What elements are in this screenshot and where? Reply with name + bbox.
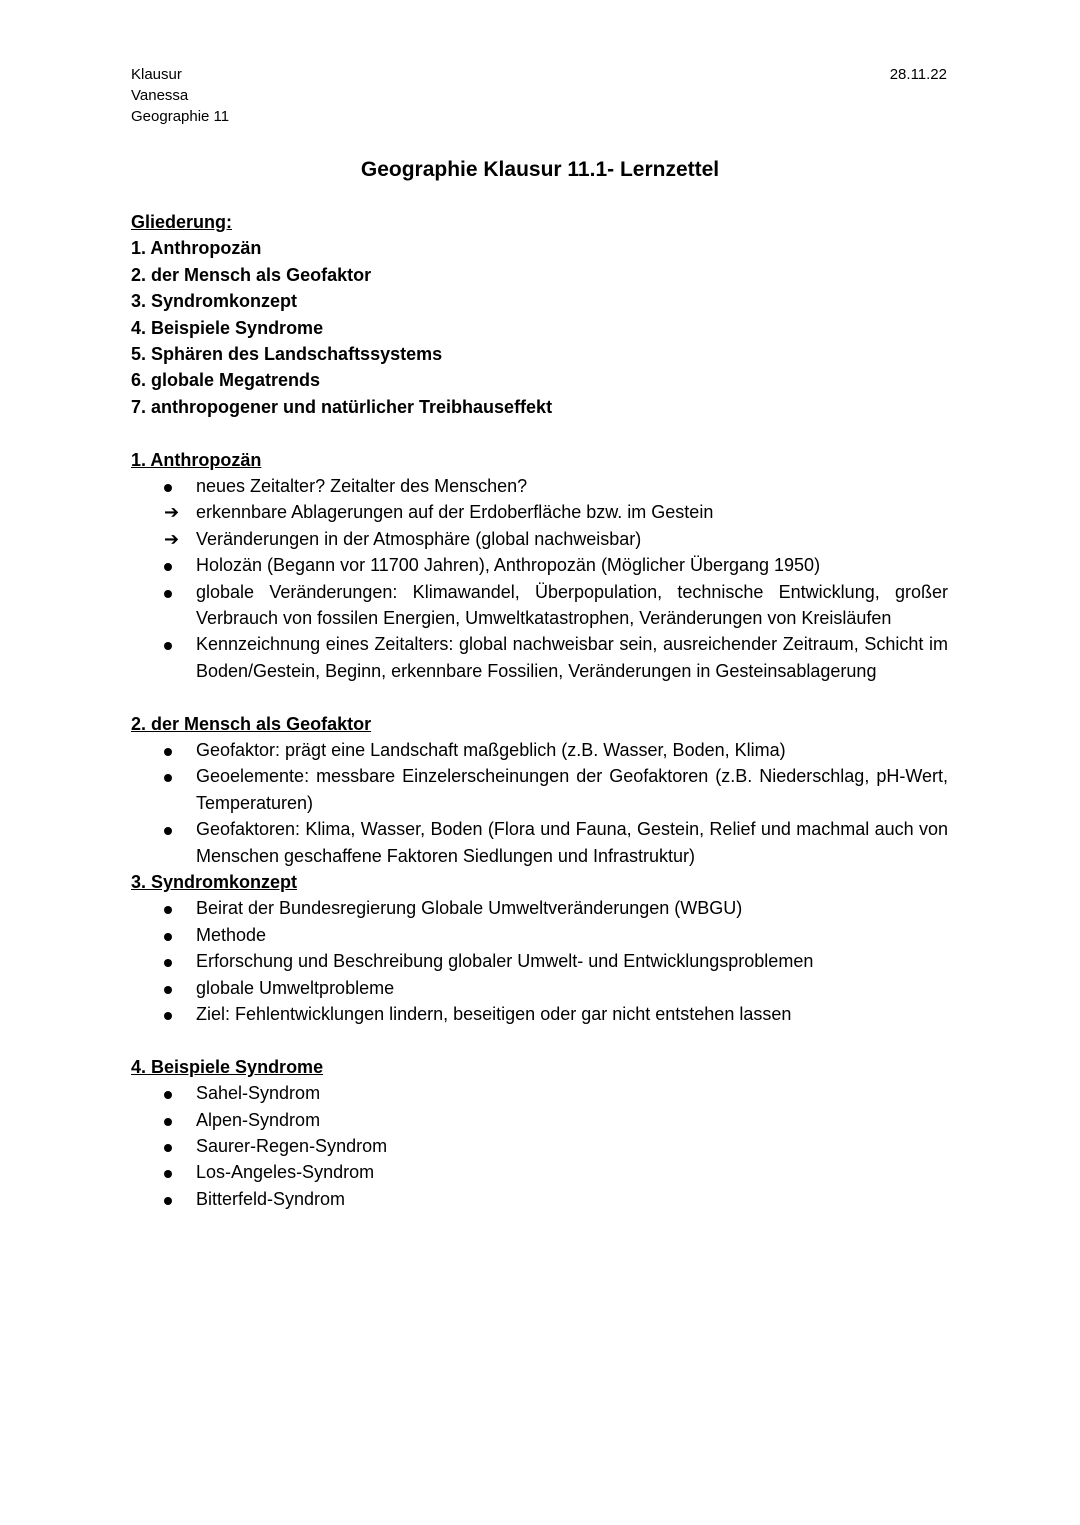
bullet-icon (164, 590, 172, 598)
header-student-name: Vanessa (131, 87, 189, 104)
toc-item: 2. der Mensch als Geofaktor (131, 264, 372, 285)
toc-heading: Gliederung: (131, 212, 233, 232)
section-syndromkonzept (131, 869, 948, 1027)
document-body (131, 209, 948, 1212)
bullet-list (131, 1080, 948, 1212)
toc-item: 3. Syndromkonzept (131, 291, 298, 312)
bullet-icon (164, 748, 172, 756)
bullet-icon (164, 906, 172, 914)
toc-item: 6. globale Megatrends (131, 370, 321, 391)
toc-item: 1. Anthropozän (131, 238, 262, 259)
bullet-list (131, 895, 948, 1027)
section-heading: 2. der Mensch als Geofaktor (131, 713, 372, 734)
bullet-icon (164, 959, 172, 967)
bullet-icon (164, 827, 172, 835)
section-heading: 4. Beispiele Syndrome (131, 1056, 324, 1077)
header-date: 28.11.22 (889, 66, 947, 83)
toc-item: 7. anthropogener und natürlicher Treibhauseffekt (131, 396, 553, 417)
bullet-icon (164, 1118, 172, 1126)
arrow-icon: ➔ (164, 502, 180, 523)
bullet-icon (164, 1170, 172, 1178)
toc-item: 5. Sphären des Landschaftssystems (131, 343, 443, 364)
page-title: Geographie Klausur 11.1- Lernzettel (360, 158, 720, 181)
bullet-icon (164, 1197, 172, 1205)
bullet-icon (164, 1091, 172, 1099)
list-item: globale Umweltprobleme (131, 975, 948, 1001)
section-heading: 3. Syndromkonzept (131, 871, 298, 892)
header-course: Geographie 11 (131, 108, 230, 125)
list-item: Bitterfeld-Syndrom (131, 1186, 948, 1212)
list-item: Los-Angeles-Syndrom (131, 1159, 948, 1185)
section-mensch-geofaktor (131, 711, 948, 869)
list-item: Kennzeichnung eines Zeitalters: global nachweisbar sein, ausreichender Zeitraum, Schicht im Boden/Gestein, Beginn, erkennbare Fossilien, Veränderungen in Gesteinsablagerung (131, 631, 948, 684)
list-item: ➔ Veränderungen in der Atmosphäre (global nachweisbar) (131, 526, 948, 552)
bullet-icon (164, 933, 172, 941)
list-item: Sahel-Syndrom (131, 1080, 948, 1106)
bullet-list (131, 737, 948, 869)
bullet-icon (164, 563, 172, 571)
section-anthropozaen (131, 447, 948, 685)
header-info (131, 64, 229, 127)
section-heading: 1. Anthropozän (131, 449, 262, 470)
list-item: globale Veränderungen: Klimawandel, Überpopulation, technische Entwicklung, großer Verbrauch von fossilen Energien, Umweltkatastrophen, Veränderungen von Kreisläufen (131, 579, 948, 632)
list-item: Alpen-Syndrom (131, 1107, 948, 1133)
list-item: Geofaktor: prägt eine Landschaft maßgeblich (z.B. Wasser, Boden, Klima) (131, 737, 948, 763)
list-item: Geofaktoren: Klima, Wasser, Boden (Flora und Fauna, Gestein, Relief und machmal auch von Menschen geschaffene Faktoren Siedlungen und Infrastruktur) (131, 816, 948, 869)
header-exam-label: Klausur (131, 66, 182, 83)
bullet-list (131, 473, 948, 684)
toc-item: 4. Beispiele Syndrome (131, 317, 324, 338)
bullet-icon (164, 1144, 172, 1152)
list-item: Beirat der Bundesregierung Globale Umweltveränderungen (WBGU) (131, 895, 948, 921)
list-item: Ziel: Fehlentwicklungen lindern, beseitigen oder gar nicht entstehen lassen (131, 1001, 948, 1027)
bullet-icon (164, 1012, 172, 1020)
section-beispiele-syndrome (131, 1054, 948, 1212)
list-item: ➔ erkennbare Ablagerungen auf der Erdoberfläche bzw. im Gestein (131, 499, 948, 525)
bullet-icon (164, 774, 172, 782)
list-item: Saurer-Regen-Syndrom (131, 1133, 948, 1159)
bullet-icon (164, 484, 172, 492)
list-item: Erforschung und Beschreibung globaler Umwelt- und Entwicklungsproblemen (131, 948, 948, 974)
arrow-icon: ➔ (164, 528, 180, 549)
bullet-icon (164, 642, 172, 650)
list-item: Methode (131, 922, 948, 948)
bullet-icon (164, 986, 172, 994)
list-item: Geoelemente: messbare Einzelerscheinungen der Geofaktoren (z.B. Niederschlag, pH-Wert, Temperaturen) (131, 763, 948, 816)
list-item: Holozän (Begann vor 11700 Jahren), Anthropozän (Möglicher Übergang 1950) (131, 552, 948, 578)
list-item: neues Zeitalter? Zeitalter des Menschen? (131, 473, 948, 499)
